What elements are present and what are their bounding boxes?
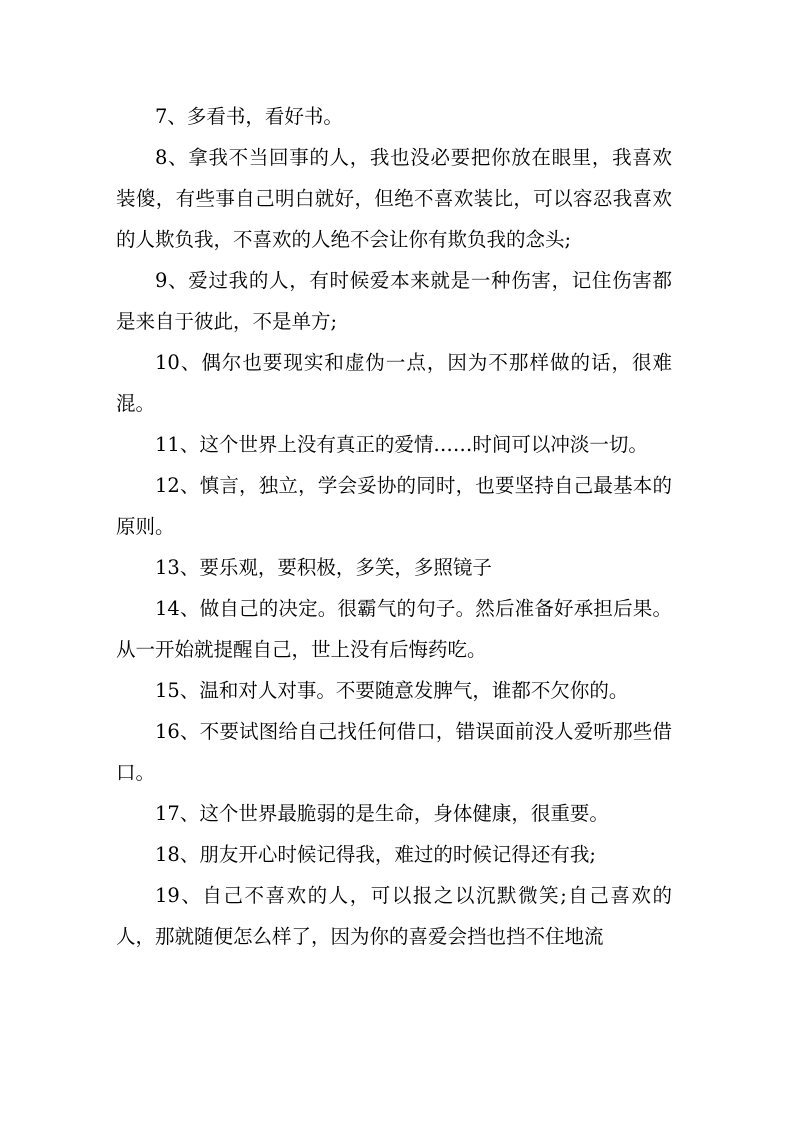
paragraph-11: 11、这个世界上没有真正的爱情……时间可以冲淡一切。 — [155, 433, 648, 456]
paragraph-16: 16、不要试图给自己找任何借口，错误面前没人爱听那些借口。 — [116, 720, 672, 784]
paragraph-10: 10、偶尔也要现实和虚伪一点，因为不那样做的话，很难混。 — [116, 351, 672, 415]
paragraph-9: 9、爱过我的人，有时候爱本来就是一种伤害，记住伤害都是来自于彼此，不是单方; — [116, 269, 672, 333]
paragraph-8: 8、拿我不当回事的人，我也没必要把你放在眼里，我喜欢装傻，有些事自己明白就好，但绝不喜欢装比，可以容忍我喜欢的人欺负我，不喜欢的人绝不会让你有欺负我的念头; — [116, 146, 672, 251]
paragraph-18: 18、朋友开心时候记得我，难过的时候记得还有我; — [155, 843, 596, 866]
document-body — [116, 96, 672, 957]
paragraph-14: 14、做自己的决定。很霸气的句子。然后准备好承担后果。从一开始就提醒自己，世上没有后悔药吃。 — [116, 597, 672, 661]
paragraph-19: 19、自己不喜欢的人，可以报之以沉默微笑;自己喜欢的人，那就随便怎么样了，因为你的喜爱会挡也挡不住地流 — [116, 884, 672, 948]
paragraph-13: 13、要乐观，要积极，多笑，多照镜子 — [155, 556, 492, 579]
paragraph-12: 12、慎言，独立，学会妥协的同时，也要坚持自己最基本的原则。 — [116, 474, 672, 538]
paragraph-15: 15、温和对人对事。不要随意发脾气，谁都不欠你的。 — [155, 679, 629, 702]
paragraph-7: 7、多看书，看好书。 — [155, 105, 343, 128]
paragraph-17: 17、这个世界最脆弱的是生命，身体健康，很重要。 — [155, 802, 609, 825]
